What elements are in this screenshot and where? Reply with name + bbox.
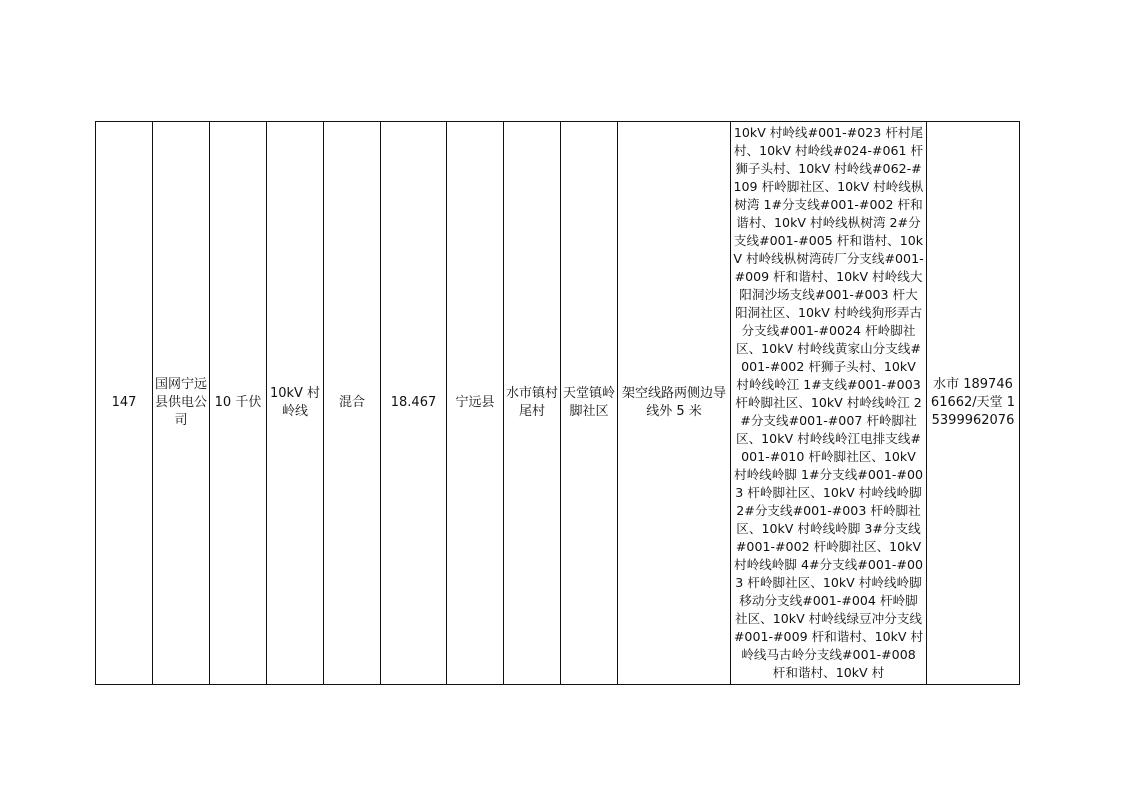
segments-text: 10kV 村岭线#001-#023 杆村尾村、10kV 村岭线#024-#061 杆狮子头村、10kV 村岭线#062-#109 杆岭脚社区、10kV 村岭线枞树湾 1#分支线#001-#002 杆和谐村、10kV 村岭线枞树湾 2#分支线#001-#005 杆和谐村、10kV 村岭线枞树湾砖厂分支线#001-#009 杆和谐村、10kV 村岭线大阳洞沙场支线#001-#003 杆大阳洞社区、10kV 村岭线狗形弄古分支线#001-#0024 杆岭脚社区、10kV 村岭线黄家山分支线#001-#002 杆狮子头村、10kV 村岭线岭江 1#支线#001-#003 杆岭脚社区、10kV 村岭线岭江 2#分支线#001-#007 杆岭脚社区、10kV 村岭线岭江电排支线#001-#010 杆岭脚社区、10kV 村岭线岭脚 1#分支线#001-#003 杆岭脚社区、10kV 村岭线岭脚 2#分支线#001-#003 杆岭脚社区、10kV 村岭线岭脚 3#分支线#001-#002 杆岭脚社区、10kV 村岭线岭脚 4#分支线#001-#003 杆岭脚社区、10kV 村岭线岭脚移动分支线#001-#004 杆岭脚社区、10kV 村岭线绿豆冲分支线#001-#009 杆和谐村、10kV 村岭线马古岭分支线#001-#008 杆和谐村、10kV 村 (733, 125, 924, 680)
seq-number: 147 (111, 395, 137, 410)
cell-line-name (267, 122, 324, 685)
town-b: 天堂镇岭脚社区 (563, 386, 616, 419)
contact-phone: 水市 18974661662/天堂 15399962076 (930, 377, 1016, 428)
company-name: 国网宁远县供电公司 (155, 377, 208, 428)
line-info-table (95, 121, 1020, 685)
cell-line-type (324, 122, 381, 685)
line-name: 10kV 村岭线 (269, 386, 321, 419)
cell-town-b (561, 122, 618, 685)
cell-voltage (210, 122, 267, 685)
cell-contact (927, 122, 1020, 685)
line-type: 混合 (338, 395, 365, 410)
cell-town-a (504, 122, 561, 685)
voltage-level: 10 千伏 (214, 395, 262, 410)
town-a: 水市镇村尾村 (506, 386, 559, 419)
table-row (96, 122, 1020, 685)
cell-seq (96, 122, 153, 685)
cell-protection-zone (618, 122, 731, 685)
county-name: 宁远县 (455, 395, 495, 410)
line-length: 18.467 (390, 395, 437, 410)
cell-company (153, 122, 210, 685)
cell-segments (731, 122, 927, 685)
cell-length (381, 122, 447, 685)
cell-county (447, 122, 504, 685)
protection-zone: 架空线路两侧边导线外 5 米 (621, 386, 726, 419)
